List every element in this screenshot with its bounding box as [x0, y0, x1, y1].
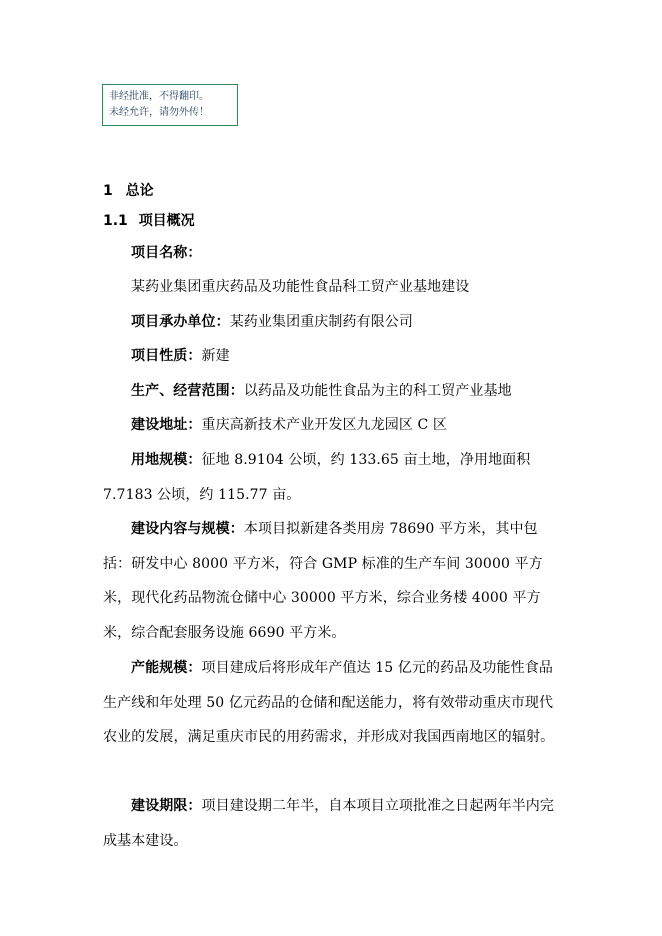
land-value: 征地 8.9104 公顷，约 133.65 亩土地，净用地面积 7.7183 公顷，约 115.77 亩。	[103, 452, 531, 503]
nature-value: 新建	[201, 348, 230, 364]
address-label: 建设地址：	[131, 417, 202, 433]
project-name-value-para	[103, 270, 563, 305]
content-para	[103, 512, 563, 650]
nature-label: 项目性质：	[131, 348, 202, 364]
scope-value: 以药品及功能性食品为主的科工贸产业基地	[243, 383, 512, 399]
content-value: 本项目拟新建各类用房 78690 平方米，其中包括：研发中心 8000 平方米，符合 GMP 标准的生产车间 30000 平方米，现代化药品物流仓储中心 30000 平方米，综合业务楼 4000 平方米，综合配套服务设施 6690 平方米。	[103, 521, 543, 641]
content-label: 建设内容与规模：	[131, 521, 244, 537]
notice-line-2: 未经允许，请勿外传！	[109, 107, 209, 118]
scope-para	[103, 374, 563, 409]
land-para	[103, 443, 563, 512]
section-number: 1	[103, 183, 113, 199]
address-value: 重庆高新技术产业开发区九龙园区 C 区	[201, 417, 448, 433]
project-name-label: 项目名称：	[131, 245, 202, 261]
capacity-label: 产能规模：	[131, 660, 202, 676]
undertaker-label: 项目承办单位：	[131, 314, 230, 330]
confidentiality-notice-box	[102, 84, 238, 126]
subsection-title: 项目概况	[138, 213, 195, 229]
land-label: 用地规模：	[131, 452, 202, 468]
period-label: 建设期限：	[131, 798, 202, 814]
notice-line-1: 非经批准，不得翻印。	[109, 91, 209, 102]
address-para	[103, 408, 563, 443]
subsection-number: 1.1	[103, 213, 128, 229]
period-value: 项目建设期二年半，自本项目立项批准之日起两年半内完成基本建设。	[103, 798, 554, 849]
project-name-value: 某药业集团重庆药品及功能性食品科工贸产业基地建设	[131, 279, 470, 295]
nature-para	[103, 339, 563, 374]
subsection-heading	[103, 210, 195, 230]
period-para	[103, 789, 563, 858]
section-heading	[103, 180, 154, 200]
capacity-para	[103, 651, 563, 755]
undertaker-value: 某药业集团重庆制药有限公司	[229, 314, 414, 330]
project-name-label-para	[103, 236, 563, 271]
section-title: 总论	[125, 183, 154, 199]
undertaker-para	[103, 305, 563, 340]
capacity-value: 项目建成后将形成年产值达 15 亿元的药品及功能性食品生产线和年处理 50 亿元药品的仓储和配送能力，将有效带动重庆市现代农业的发展，满足重庆市民的用药需求，并形成对我国西南地区的辐射。	[103, 660, 555, 745]
scope-label: 生产、经营范围：	[131, 383, 244, 399]
